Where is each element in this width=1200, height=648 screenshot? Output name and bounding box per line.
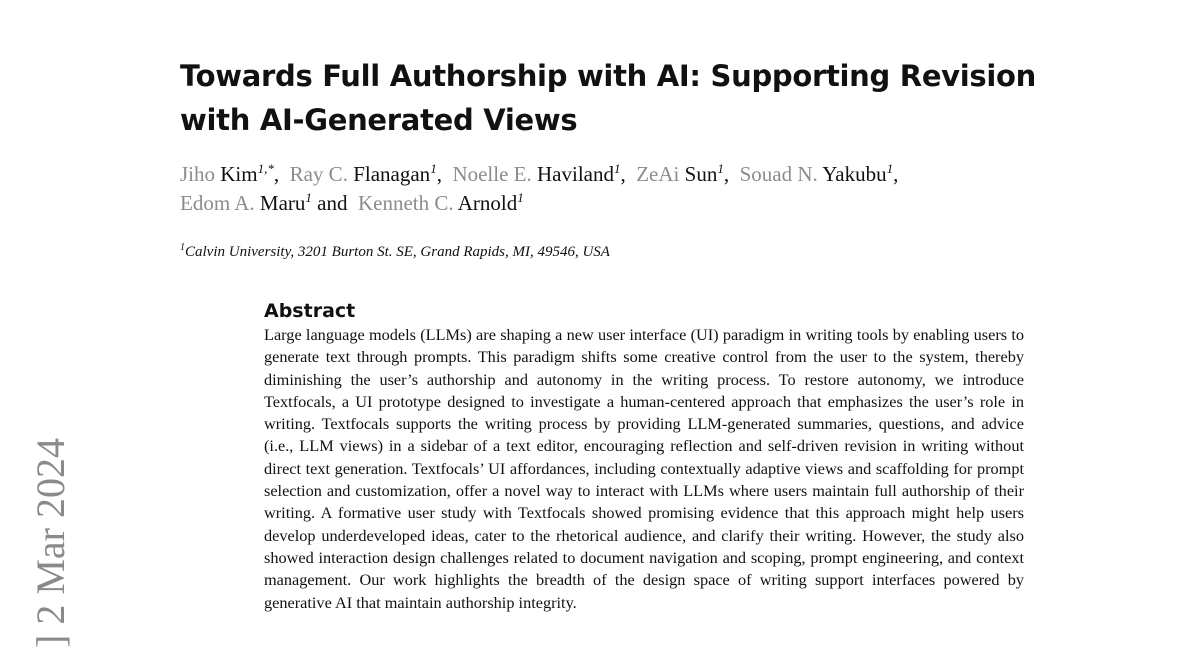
- author-affiliation-mark: 1: [430, 161, 437, 176]
- abstract-text: Large language models (LLMs) are shaping a new user interface (UI) paradigm in writing tools by enabling users to generate text through prompts. This paradigm shifts some creative control from the user to the system, thereby diminishing the user’s authorship and autonomy in the writing process. To restore autonomy, we introduce Textfocals, a UI prototype designed to investigate a human-centered approach that emphasizes the user’s role in writing. Textfocals supports the writing process by providing LLM-generated summaries, questions, and advice (i.e., LLM views) in a sidebar of a text editor, encouraging reflection and self-driven revision in writing without direct text generation. Textfocals’ UI affordances, including contextually adaptive views and scaffolding for prompt selection and customization, offer a novel way to interact with LLMs where users maintain full authorship of their writing. A formative user study with Textfocals showed promising evidence that this approach might help users develop underdeveloped ideas, cater to the rhetorical audience, and clarify their writing. However, the study also showed interaction design challenges related to document navigation and scoping, prompt engineering, and context management. Our work highlights the breadth of the design space of writing support interfaces powered by generative AI that maintain authorship integrity.: [264, 325, 1024, 612]
- affiliation-mark: 1: [180, 242, 185, 253]
- author-family-name: Yakubu: [822, 162, 887, 186]
- author-affiliation-mark: 1,*: [257, 161, 274, 176]
- author-given-name: Souad N.: [739, 162, 818, 186]
- affiliation: [180, 242, 610, 262]
- author-family-name: Kim: [220, 162, 258, 186]
- author-name: [740, 162, 894, 186]
- author-given-name: Ray C.: [289, 162, 348, 186]
- author-given-name: Jiho: [180, 162, 216, 186]
- author-given-name: ZeAi: [636, 162, 680, 186]
- abstract-heading: Abstract: [264, 300, 356, 322]
- author-affiliation-mark: 1: [717, 161, 724, 176]
- author-family-name: Maru: [259, 191, 306, 215]
- author-family-name: Arnold: [457, 191, 518, 215]
- author-name: [452, 162, 620, 186]
- author-name: [180, 191, 312, 215]
- affiliation-text: Calvin University, 3201 Burton St. SE, Grand Rapids, MI, 49546, USA: [185, 244, 610, 260]
- author-given-name: Noelle E.: [452, 162, 532, 186]
- author-name: [358, 191, 524, 215]
- author-family-name: Flanagan: [353, 162, 431, 186]
- author-name: [290, 162, 437, 186]
- author-given-name: Kenneth C.: [358, 191, 454, 215]
- author-name: [636, 162, 724, 186]
- author-conjunction: and: [317, 191, 348, 215]
- arxiv-margin-stamp: ] 2 Mar 2024: [28, 438, 73, 648]
- author-family-name: Sun: [684, 162, 718, 186]
- author-affiliation-mark: 1: [613, 161, 621, 176]
- author-family-name: Haviland: [537, 162, 614, 186]
- author-name: [180, 162, 274, 186]
- author-affiliation-mark: 1: [305, 190, 312, 205]
- paper-title: Towards Full Authorship with AI: Supporting Revision with AI-Generated Views: [180, 59, 1037, 137]
- author-affiliation-mark: 1: [517, 190, 524, 205]
- author-list: Jiho Kim$^{1,*}$, Ray C. Flanagan$^1$, Noelle E. Haviland$^1$, ZeAi Sun$^1$, Souad N. Yakubu$^1$, Edom A. Maru$^1$ and Kenneth C. Arnold$^1$: [180, 161, 899, 215]
- author-given-name: Edom A.: [180, 191, 255, 215]
- author-affiliation-mark: 1: [886, 161, 894, 176]
